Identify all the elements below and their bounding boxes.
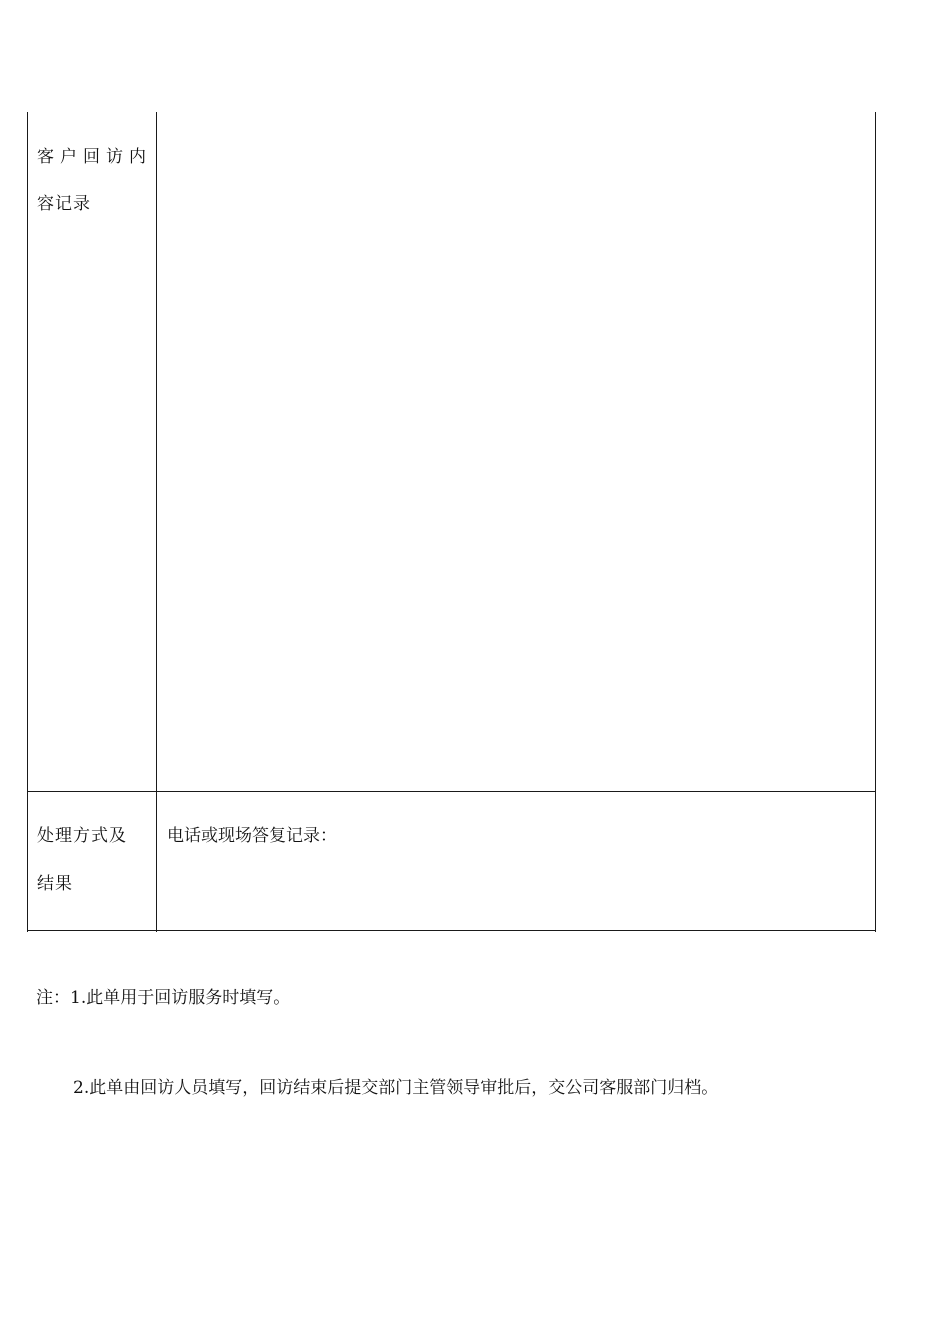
handling-label-line2: 结果 xyxy=(37,874,73,894)
visit-record-content-cell[interactable] xyxy=(158,112,874,790)
table-left-border xyxy=(27,112,28,932)
table-column-divider xyxy=(156,112,157,932)
note-line-2: 2.此单由回访人员填写，回访结束后提交部门主管领导审批后，交公司客服部门归档。 xyxy=(73,1078,719,1098)
visit-record-label-line1: 客户回访内 xyxy=(37,147,152,167)
note-line-1: 注：1.此单用于回访服务时填写。 xyxy=(36,988,291,1008)
handling-label-line1: 处理方式及 xyxy=(37,826,127,846)
table-bottom-border xyxy=(27,930,876,931)
table-row-divider xyxy=(27,791,876,792)
table-right-border xyxy=(875,112,876,932)
reply-record-label: 电话或现场答复记录： xyxy=(167,826,337,846)
visit-record-label-line2: 容记录 xyxy=(37,194,91,214)
visit-record-form-table xyxy=(27,112,876,932)
